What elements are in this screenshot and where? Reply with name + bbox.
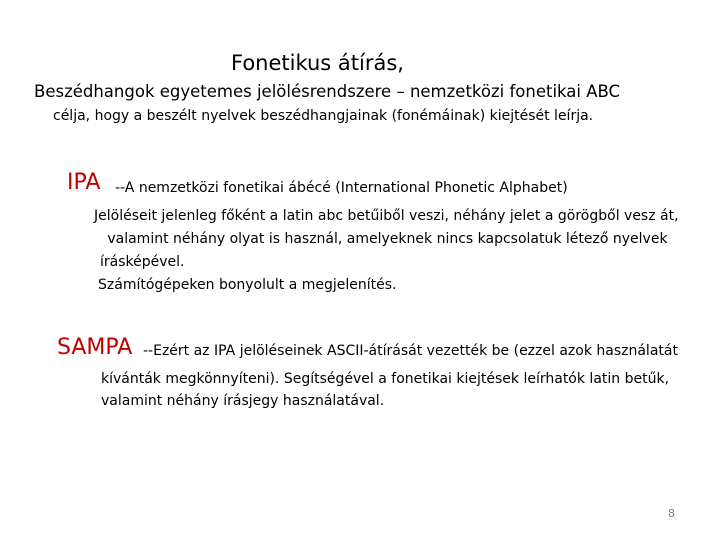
sampa-line: valamint néhány írásjegy használatával. bbox=[101, 393, 385, 409]
ipa-description bbox=[94, 205, 679, 297]
sampa-definition: --Ezért az IPA jelöléseinek ASCII-átírását vezették be (ezzel azok használatát bbox=[143, 343, 678, 359]
sampa-line: kívánták megkönnyíteni). Segítségével a fonetikai kiejtések leírhatók latin betűk, bbox=[101, 371, 670, 387]
ipa-line: Számítógépeken bonyolult a megjelenítés. bbox=[98, 277, 397, 293]
ipa-line: írásképével. bbox=[100, 254, 185, 270]
ipa-definition: --A nemzetközi fonetikai ábécé (International Phonetic Alphabet) bbox=[115, 180, 568, 196]
ipa-line: valamint néhány olyat is használ, amelyeknek nincs kapcsolatuk létező nyelvek bbox=[94, 231, 668, 247]
intro-text: célja, hogy a beszélt nyelvek beszédhangjainak (fonémáinak) kiejtését leírja. bbox=[53, 108, 594, 124]
ipa-line: Jelöléseit jelenleg főként a latin abc betűiből veszi, néhány jelet a görögből vesz át, bbox=[94, 208, 679, 224]
ipa-term: IPA bbox=[67, 170, 101, 195]
sampa-description bbox=[101, 368, 669, 412]
page-number: 8 bbox=[668, 507, 675, 520]
sampa-term: SAMPA bbox=[57, 335, 133, 360]
slide-subtitle: Beszédhangok egyetemes jelölésrendszere – nemzetközi fonetikai ABC bbox=[34, 82, 621, 101]
slide-title: Fonetikus átírás, bbox=[231, 51, 404, 75]
